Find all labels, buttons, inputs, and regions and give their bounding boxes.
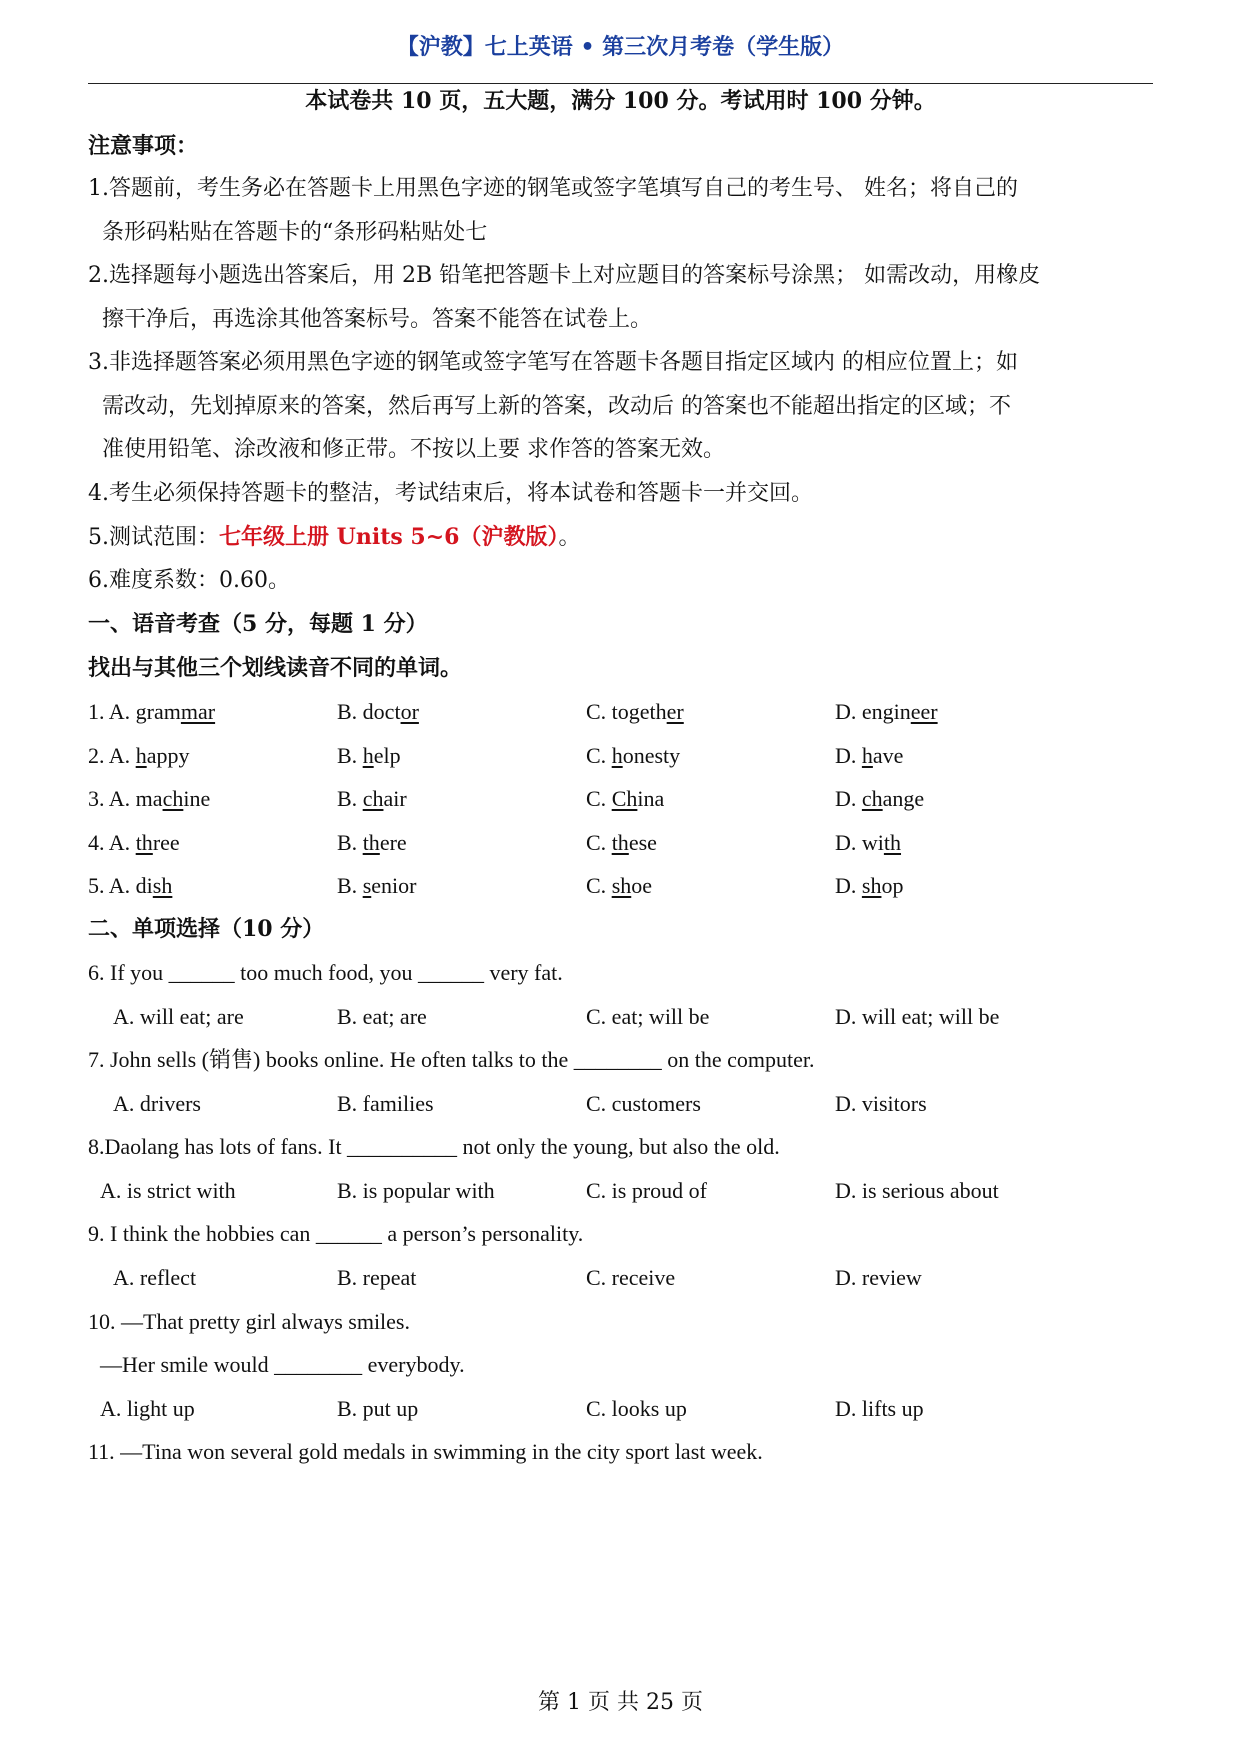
q9-option-d: D. review bbox=[835, 1265, 922, 1290]
q10-option-b: B. put up bbox=[337, 1396, 419, 1421]
q10-option-c: C. looks up bbox=[586, 1396, 687, 1421]
header-rule bbox=[88, 83, 1153, 84]
phonics-q4: 4. A. three bbox=[88, 830, 180, 855]
note-line: 1.答题前，考生务必在答题卡上用黑色字迹的钢笔或签字笔填写自己的考生号、 姓名；将自己的 bbox=[88, 176, 1018, 201]
test-scope-label: 5.测试范围： bbox=[88, 525, 219, 550]
phonics-q5: 5. A. dish bbox=[88, 873, 173, 898]
phonics-q3-option-b: B. chair bbox=[337, 786, 407, 811]
phonics-q3-option-c: C. China bbox=[586, 786, 665, 811]
q7-option-b: B. families bbox=[337, 1091, 434, 1116]
note-line: 擦干净后，再选涂其他答案标号。答案不能答在试卷上。 bbox=[102, 307, 653, 332]
difficulty: 6.难度系数：0.60。 bbox=[88, 568, 290, 593]
note-line: 条形码粘贴在答题卡的“条形码粘贴处七 bbox=[102, 220, 488, 245]
phonics-q4-option-c: C. these bbox=[586, 830, 657, 855]
q6-option-d: D. will eat; will be bbox=[835, 1004, 1000, 1029]
phonics-q1-option-d: D. engineer bbox=[835, 699, 938, 724]
phonics-q1-option-b: B. doctor bbox=[337, 699, 419, 724]
note-line: 3.非选择题答案必须用黑色字迹的钢笔或签字笔写在答题卡各题目指定区域内 的相应位置上；如 bbox=[88, 350, 1018, 375]
phonics-q4-option-b: B. there bbox=[337, 830, 407, 855]
note-line: 需改动，先划掉原来的答案，然后再写上新的答案，改动后 的答案也不能超出指定的区域；不 bbox=[102, 394, 1011, 419]
phonics-q2-option-d: D. have bbox=[835, 743, 904, 768]
phonics-q1: 1. A. grammar bbox=[88, 699, 216, 724]
q7-option-d: D. visitors bbox=[835, 1091, 927, 1116]
test-scope bbox=[88, 522, 580, 553]
q6-option-c: C. eat; will be bbox=[586, 1004, 710, 1029]
phonics-q4-option-d: D. with bbox=[835, 830, 902, 855]
phonics-q1-option-c: C. together bbox=[586, 699, 684, 724]
question-7: 7. John sells (销售) books online. He often talks to the ________ on the computer. bbox=[88, 1047, 815, 1072]
question-10: 10. —That pretty girl always smiles. bbox=[88, 1309, 410, 1334]
note-line: 4.考生必须保持答题卡的整洁，考试结束后，将本试卷和答题卡一并交回。 bbox=[88, 481, 813, 506]
section2-title: 二、单项选择（10 分） bbox=[88, 916, 325, 942]
phonics-q2-option-b: B. help bbox=[337, 743, 401, 768]
section1-title: 一、语音考查（5 分，每题 1 分） bbox=[88, 611, 428, 637]
question-9: 9. I think the hobbies can ______ a person’s personality. bbox=[88, 1221, 584, 1246]
q6-option-a: A. will eat; are bbox=[113, 1004, 244, 1029]
test-scope-end: 。 bbox=[558, 525, 581, 550]
phonics-q3: 3. A. machine bbox=[88, 786, 211, 811]
page-footer: 第 1 页 共 25 页 bbox=[538, 1690, 703, 1715]
phonics-q5-option-c: C. shoe bbox=[586, 873, 653, 898]
phonics-q2-option-c: C. honesty bbox=[586, 743, 681, 768]
q9-option-b: B. repeat bbox=[337, 1265, 417, 1290]
q7-option-a: A. drivers bbox=[113, 1091, 201, 1116]
question-6: 6. If you ______ too much food, you ______ very fat. bbox=[88, 960, 563, 985]
q9-option-c: C. receive bbox=[586, 1265, 676, 1290]
note-line: 准使用铅笔、涂改液和修正带。不按以上要 求作答的答案无效。 bbox=[102, 437, 725, 462]
phonics-q5-option-d: D. shop bbox=[835, 873, 904, 898]
q7-option-c: C. customers bbox=[586, 1091, 701, 1116]
q9-option-a: A. reflect bbox=[113, 1265, 197, 1290]
test-scope-value: 七年级上册 Units 5~6（沪教版） bbox=[219, 524, 559, 550]
exam-intro: 本试卷共 10 页，五大题，满分 100 分。考试用时 100 分钟。 bbox=[305, 88, 936, 114]
q8-option-d: D. is serious about bbox=[835, 1178, 999, 1203]
q10-option-a: A. light up bbox=[100, 1396, 195, 1421]
q8-option-b: B. is popular with bbox=[337, 1178, 495, 1203]
section1-instruction: 找出与其他三个划线读音不同的单词。 bbox=[88, 655, 463, 681]
question-8: 8.Daolang has lots of fans. It __________ not only the young, but also the old. bbox=[88, 1134, 780, 1159]
question-11: 11. —Tina won several gold medals in swimming in the city sport last week. bbox=[88, 1439, 763, 1464]
page-header: 【沪教】七上英语 • 第三次月考卷（学生版） bbox=[396, 35, 845, 60]
q10-option-d: D. lifts up bbox=[835, 1396, 924, 1421]
q6-option-b: B. eat; are bbox=[337, 1004, 427, 1029]
question-10-response: —Her smile would ________ everybody. bbox=[100, 1352, 465, 1377]
note-line: 2.选择题每小题选出答案后，用 2B 铅笔把答题卡上对应题目的答案标号涂黑； 如需改动，用橡皮 bbox=[88, 263, 1041, 288]
phonics-q3-option-d: D. change bbox=[835, 786, 925, 811]
q8-option-c: C. is proud of bbox=[586, 1178, 707, 1203]
phonics-q5-option-b: B. senior bbox=[337, 873, 417, 898]
notes-title: 注意事项： bbox=[88, 133, 199, 159]
phonics-q2: 2. A. happy bbox=[88, 743, 190, 768]
q8-option-a: A. is strict with bbox=[100, 1178, 236, 1203]
